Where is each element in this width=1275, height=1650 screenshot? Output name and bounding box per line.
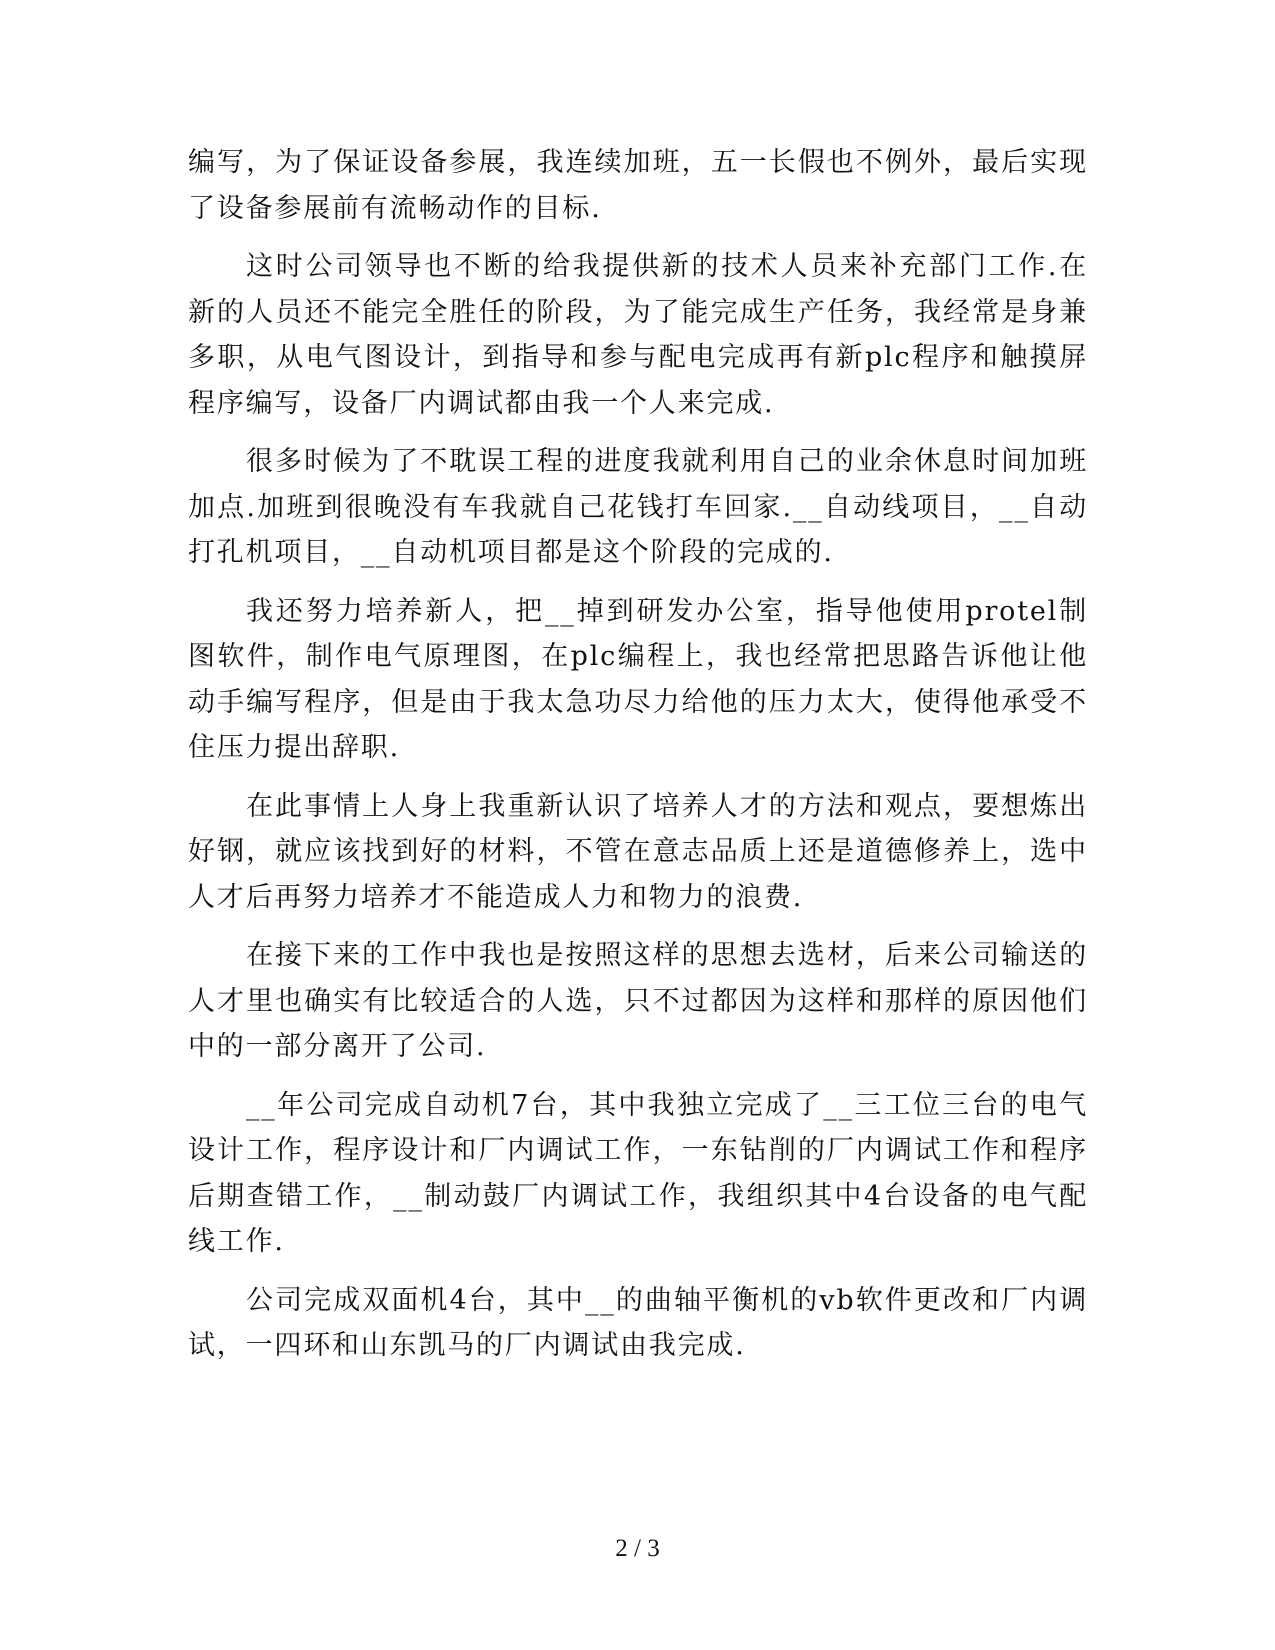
- paragraph: 公司完成双面机4台，其中__的曲轴平衡机的vb软件更改和厂内调试，一四环和山东凯马的厂内调试由我完成.: [188, 1284, 1088, 1361]
- paragraph: 这时公司领导也不断的给我提供新的技术人员来补充部门工作.在新的人员还不能完全胜任的阶段，为了能完成生产任务，我经常是身兼多职，从电气图设计，到指导和参与配电完成再有新plc程序和触摸屏程序编写，设备厂内调试都由我一个人来完成.: [188, 251, 1088, 419]
- paragraph-continuation: 编写，为了保证设备参展，我连续加班，五一长假也不例外，最后实现了设备参展前有流畅动作的目标.: [188, 147, 1088, 224]
- paragraph: 很多时候为了不耽误工程的进度我就利用自己的业余休息时间加班加点.加班到很晚没有车我就自己花钱打车回家.__自动线项目，__自动打孔机项目，__自动机项目都是这个阶段的完成的.: [188, 446, 1088, 568]
- paragraph: __年公司完成自动机7台，其中我独立完成了__三工位三台的电气设计工作，程序设计和厂内调试工作，一东钻削的厂内调试工作和程序后期查错工作，__制动鼓厂内调试工作，我组织其中4台设备的电气配线工作.: [188, 1089, 1088, 1257]
- paragraph: 我还努力培养新人，把__掉到研发办公室，指导他使用protel制图软件，制作电气原理图，在plc编程上，我也经常把思路告诉他让他动手编写程序，但是由于我太急功尽力给他的压力太大，使得他承受不住压力提出辞职.: [188, 595, 1088, 763]
- document-body: [188, 140, 1088, 1382]
- paragraph: 在此事情上人身上我重新认识了培养人才的方法和观点，要想炼出好钢，就应该找到好的材料，不管在意志品质上还是道德修养上，选中人才后再努力培养才不能造成人力和物力的浪费.: [188, 790, 1088, 913]
- page-number: 2 / 3: [615, 1535, 660, 1562]
- paragraph: 在接下来的工作中我也是按照这样的思想去选材，后来公司输送的人才里也确实有比较适合的人选，只不过都因为这样和那样的原因他们中的一部分离开了公司.: [188, 940, 1088, 1062]
